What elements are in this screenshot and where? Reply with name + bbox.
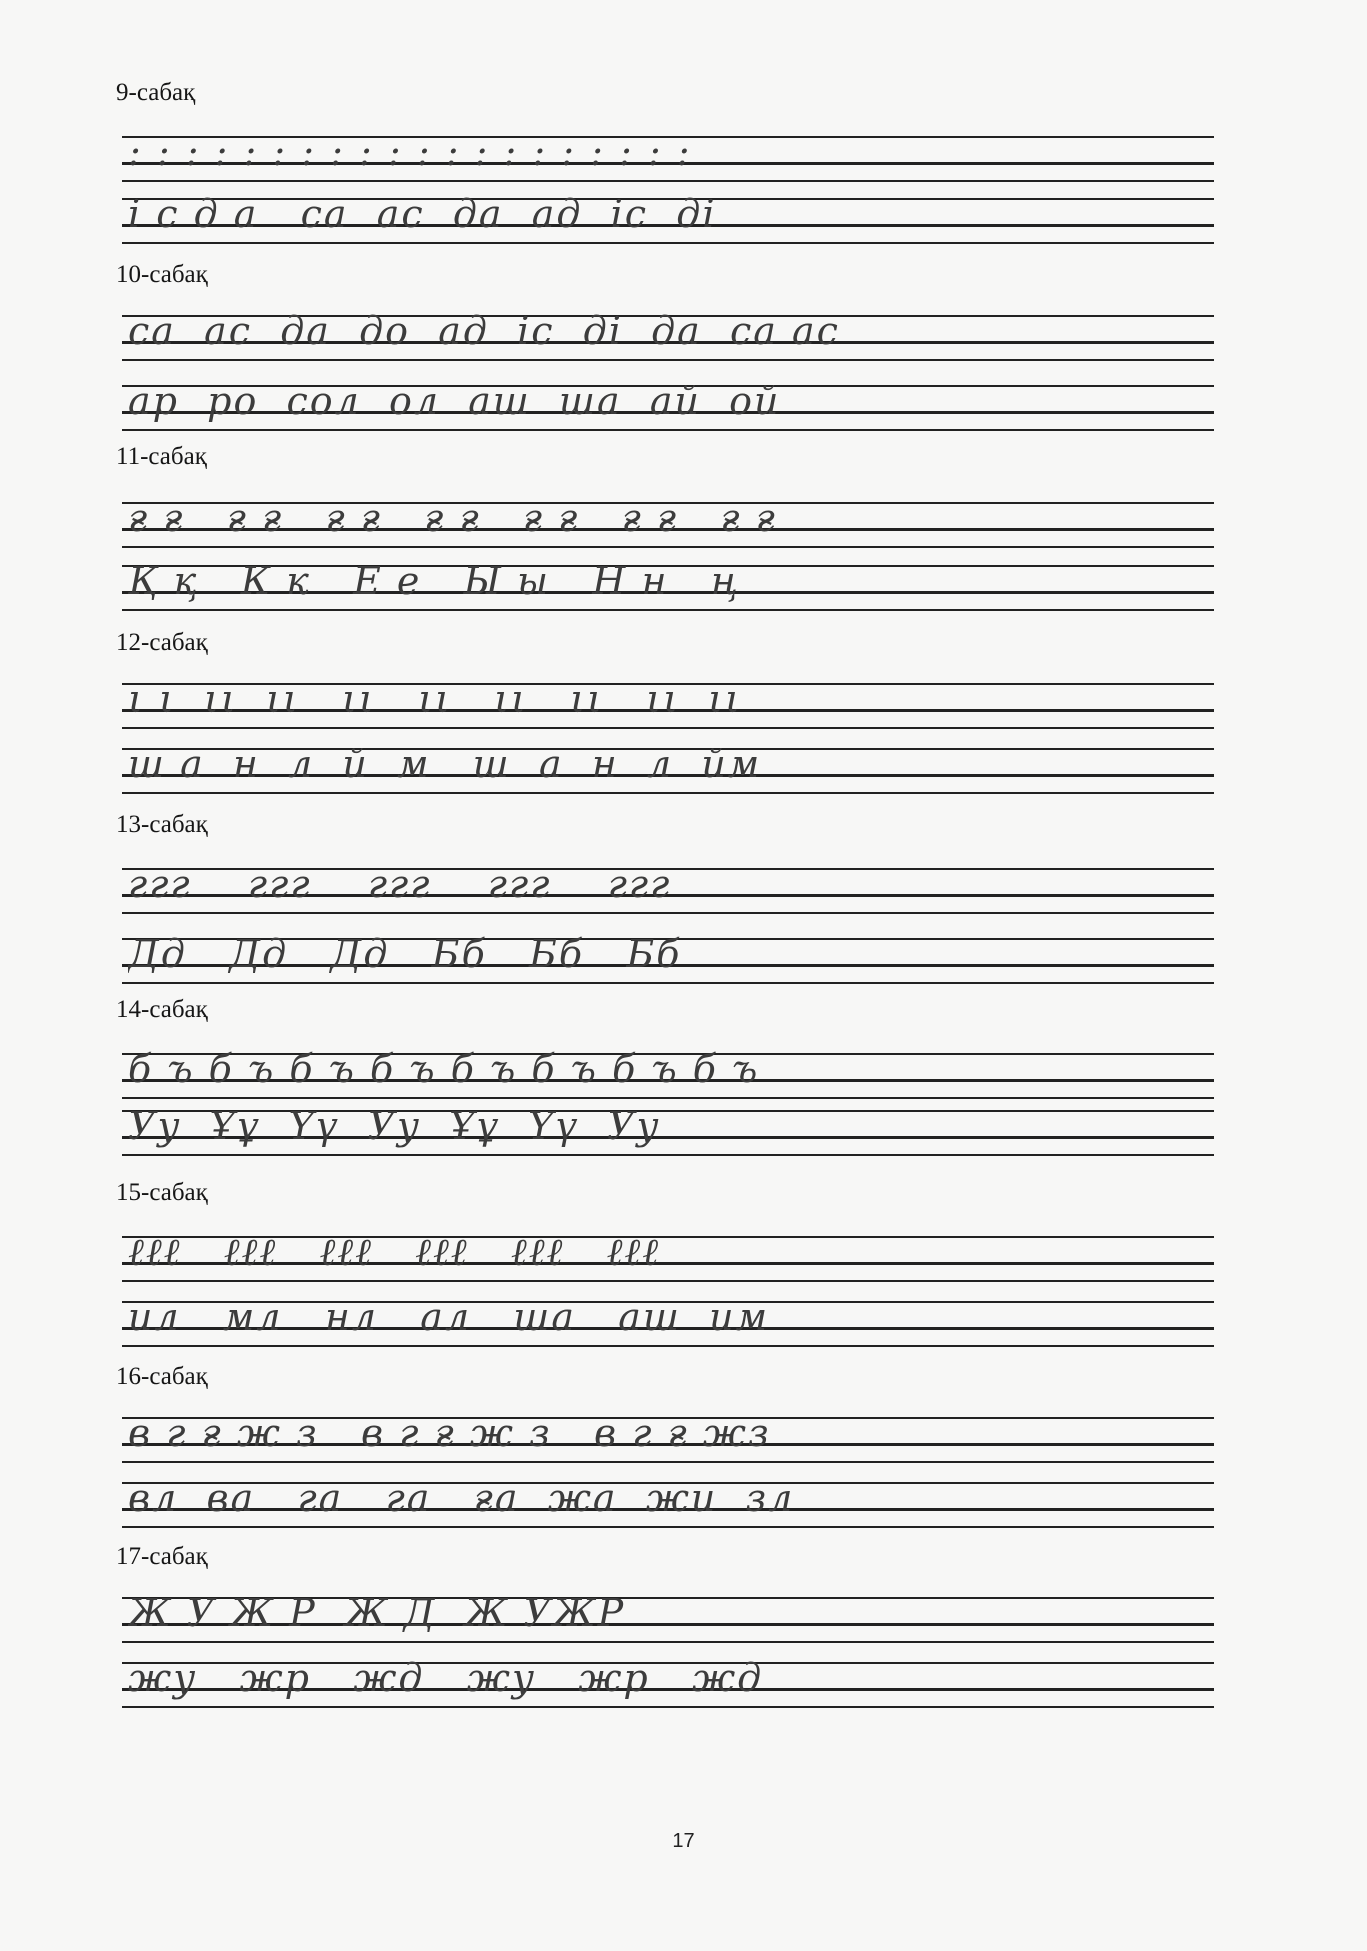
handwriting-practice: ил мл нл ал ша аш им <box>128 1295 770 1339</box>
writing-row <box>122 192 1214 242</box>
lesson-title: 15-сабақ <box>116 1179 208 1206</box>
writing-row <box>122 1476 1214 1526</box>
handwriting-practice: Дд Дд Дд Бб Бб Бб <box>128 932 682 976</box>
handwriting-practice: в г ғ ж з в г ғ ж з в г ғ жз <box>128 1411 771 1455</box>
lesson-title: 10-сабақ <box>116 261 208 288</box>
handwriting-practice: ш а н л й м ш а н л йм <box>128 742 762 786</box>
handwriting-practice: ι ι ιι ιι ιι ιι ιι ιι ιι ιι <box>128 677 742 721</box>
lesson-title: 12-сабақ <box>116 629 208 656</box>
handwriting-practice: : : : : : : : : : : : : : : : : : : : : <box>128 130 692 174</box>
writing-row <box>122 1295 1214 1345</box>
lesson-title: 17-сабақ <box>116 1543 208 1570</box>
writing-row <box>122 379 1214 429</box>
handwriting-practice: Уу Ұұ Үү Уу Ұұ Үү Уу <box>128 1104 661 1148</box>
handwriting-practice: Қ қ К к Е е Ы ы Н н ң <box>128 559 740 603</box>
writing-row <box>122 496 1214 546</box>
lesson-title: 14-сабақ <box>116 996 208 1023</box>
handwriting-practice: б ъ б ъ б ъ б ъ б ъ б ъ б ъ б ъ <box>128 1047 760 1091</box>
handwriting-practice: і с д а са ас да ад іс ді <box>128 192 717 236</box>
writing-row <box>122 677 1214 727</box>
writing-row <box>122 1230 1214 1280</box>
handwriting-practice: жу жр жд жу жр жд <box>128 1656 764 1700</box>
lesson-title: 13-сабақ <box>116 811 208 838</box>
writing-row <box>122 130 1214 180</box>
writing-row <box>122 1047 1214 1097</box>
handwriting-practice: са ас да до ад іс ді да са ас <box>128 309 840 353</box>
handwriting-practice: Ж У Ж Р Ж Д Ж УЖР <box>128 1591 626 1635</box>
writing-row <box>122 742 1214 792</box>
writing-row <box>122 1656 1214 1706</box>
page-number: 17 <box>672 1830 695 1852</box>
handwriting-practice: ℓℓℓ ℓℓℓ ℓℓℓ ℓℓℓ ℓℓℓ ℓℓℓ <box>128 1230 661 1274</box>
handwriting-practice: ар ро сол ол аш ша ай ой <box>128 379 781 423</box>
writing-row <box>122 862 1214 912</box>
lesson-title: 11-сабақ <box>116 443 207 470</box>
writing-row <box>122 559 1214 609</box>
writing-row <box>122 1104 1214 1154</box>
lesson-title: 16-сабақ <box>116 1363 208 1390</box>
handwriting-practice: ғ ғ ғ ғ ғ ғ ғ ғ ғ ғ ғ ғ ғ ғ <box>128 496 777 540</box>
handwriting-practice: ггг ггг ггг ггг ггг <box>128 862 672 906</box>
handwriting-practice: вл ва га га ға жа жи зл <box>128 1476 795 1520</box>
writing-row <box>122 932 1214 982</box>
lesson-title: 9-сабақ <box>116 79 196 106</box>
writing-row <box>122 1591 1214 1641</box>
writing-row <box>122 309 1214 359</box>
writing-row <box>122 1411 1214 1461</box>
